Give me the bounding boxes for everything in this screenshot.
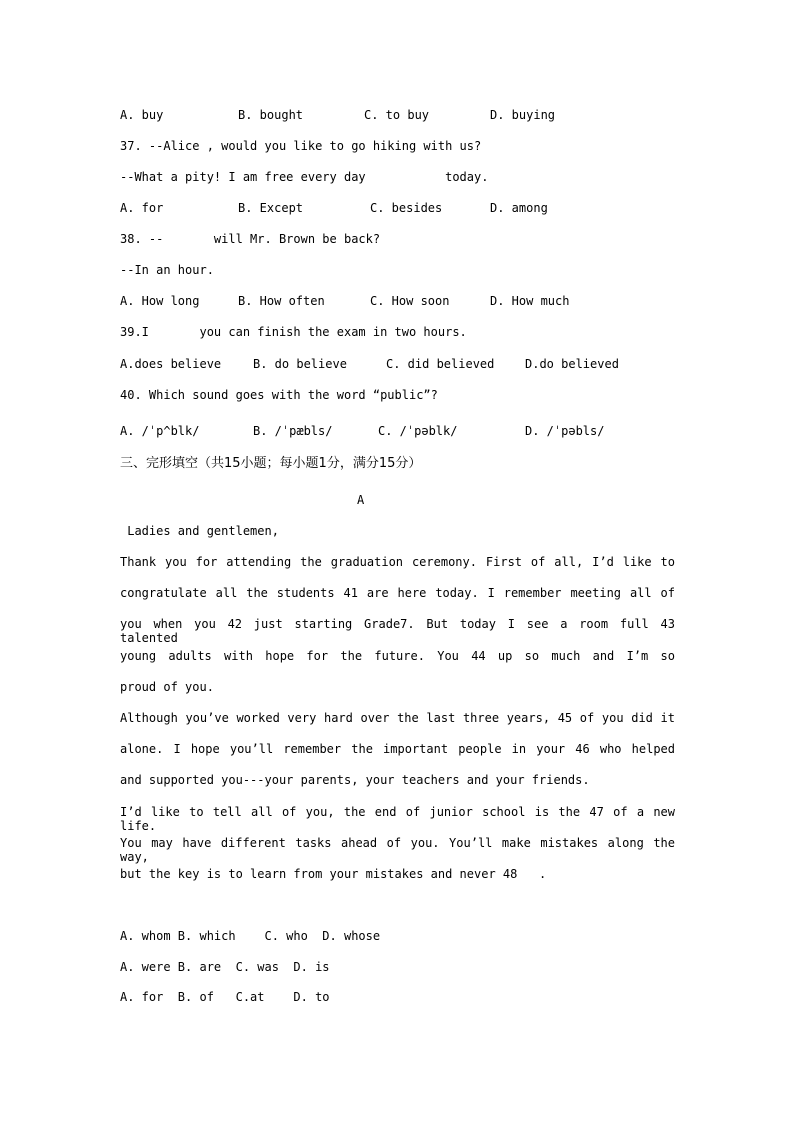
passage-greeting: Ladies and gentlemen, bbox=[120, 524, 279, 538]
option: B. do believe bbox=[253, 357, 347, 371]
option: C. How soon bbox=[370, 294, 450, 308]
passage-line: young adults with hope for the future. You 44 up so much and I’m so bbox=[120, 649, 675, 663]
q38-question: 38. -- will Mr. Brown be back? bbox=[120, 232, 381, 246]
q37-answer: --What a pity! I am free every day today. bbox=[120, 170, 489, 184]
passage-line: Thank you for attending the graduation ceremony. First of all, I’d like to bbox=[120, 555, 675, 569]
answer-option-row: A. whom B. which C. who D. whose bbox=[120, 929, 381, 943]
passage-line: proud of you. bbox=[120, 680, 214, 694]
option: C. besides bbox=[370, 201, 443, 215]
passage-line: You may have different tasks ahead of you. You’ll make mistakes along the way, bbox=[120, 836, 675, 864]
option: A. /ˈp^blk/ bbox=[120, 424, 200, 438]
option: D. How much bbox=[490, 294, 570, 308]
passage-line: and supported you---your parents, your teachers and your friends. bbox=[120, 773, 590, 787]
option: A. buy bbox=[120, 108, 164, 122]
section-heading: 三、完形填空（共15小题；每小题1分，满分15分） bbox=[120, 456, 422, 471]
option: D. /ˈpəbls/ bbox=[525, 424, 605, 438]
answer-option-row: A. were B. are C. was D. is bbox=[120, 960, 330, 974]
passage-line: Although you’ve worked very hard over the last three years, 45 of you did it bbox=[120, 711, 675, 725]
option: A. for bbox=[120, 201, 164, 215]
option: D. among bbox=[490, 201, 548, 215]
q40-question: 40. Which sound goes with the word “public”? bbox=[120, 388, 438, 402]
q39-question: 39.I you can finish the exam in two hours. bbox=[120, 325, 467, 339]
passage-line: but the key is to learn from your mistakes and never 48 . bbox=[120, 867, 547, 881]
q37-question: 37. --Alice , would you like to go hiking with us? bbox=[120, 139, 482, 153]
option: B. bought bbox=[238, 108, 304, 122]
option: B. How often bbox=[238, 294, 325, 308]
passage-line: you when you 42 just starting Grade7. But today I see a room full 43 talented bbox=[120, 617, 675, 645]
option: A. How long bbox=[120, 294, 200, 308]
option: C. /ˈpəblk/ bbox=[378, 424, 458, 438]
passage-line: I’d like to tell all of you, the end of junior school is the 47 of a new life. bbox=[120, 805, 675, 833]
option: B. /ˈpæbls/ bbox=[253, 424, 333, 438]
option: D.do believed bbox=[525, 357, 619, 371]
option: B. Except bbox=[238, 201, 304, 215]
option: C. did believed bbox=[386, 357, 495, 371]
option: A.does believe bbox=[120, 357, 222, 371]
option: D. buying bbox=[490, 108, 556, 122]
option: C. to buy bbox=[364, 108, 430, 122]
answer-option-row: A. for B. of C.at D. to bbox=[120, 990, 330, 1004]
passage-label: A bbox=[357, 493, 365, 507]
q38-answer: --In an hour. bbox=[120, 263, 214, 277]
passage-line: alone. I hope you’ll remember the important people in your 46 who helped bbox=[120, 742, 675, 756]
passage-line: congratulate all the students 41 are here today. I remember meeting all of bbox=[120, 586, 675, 600]
